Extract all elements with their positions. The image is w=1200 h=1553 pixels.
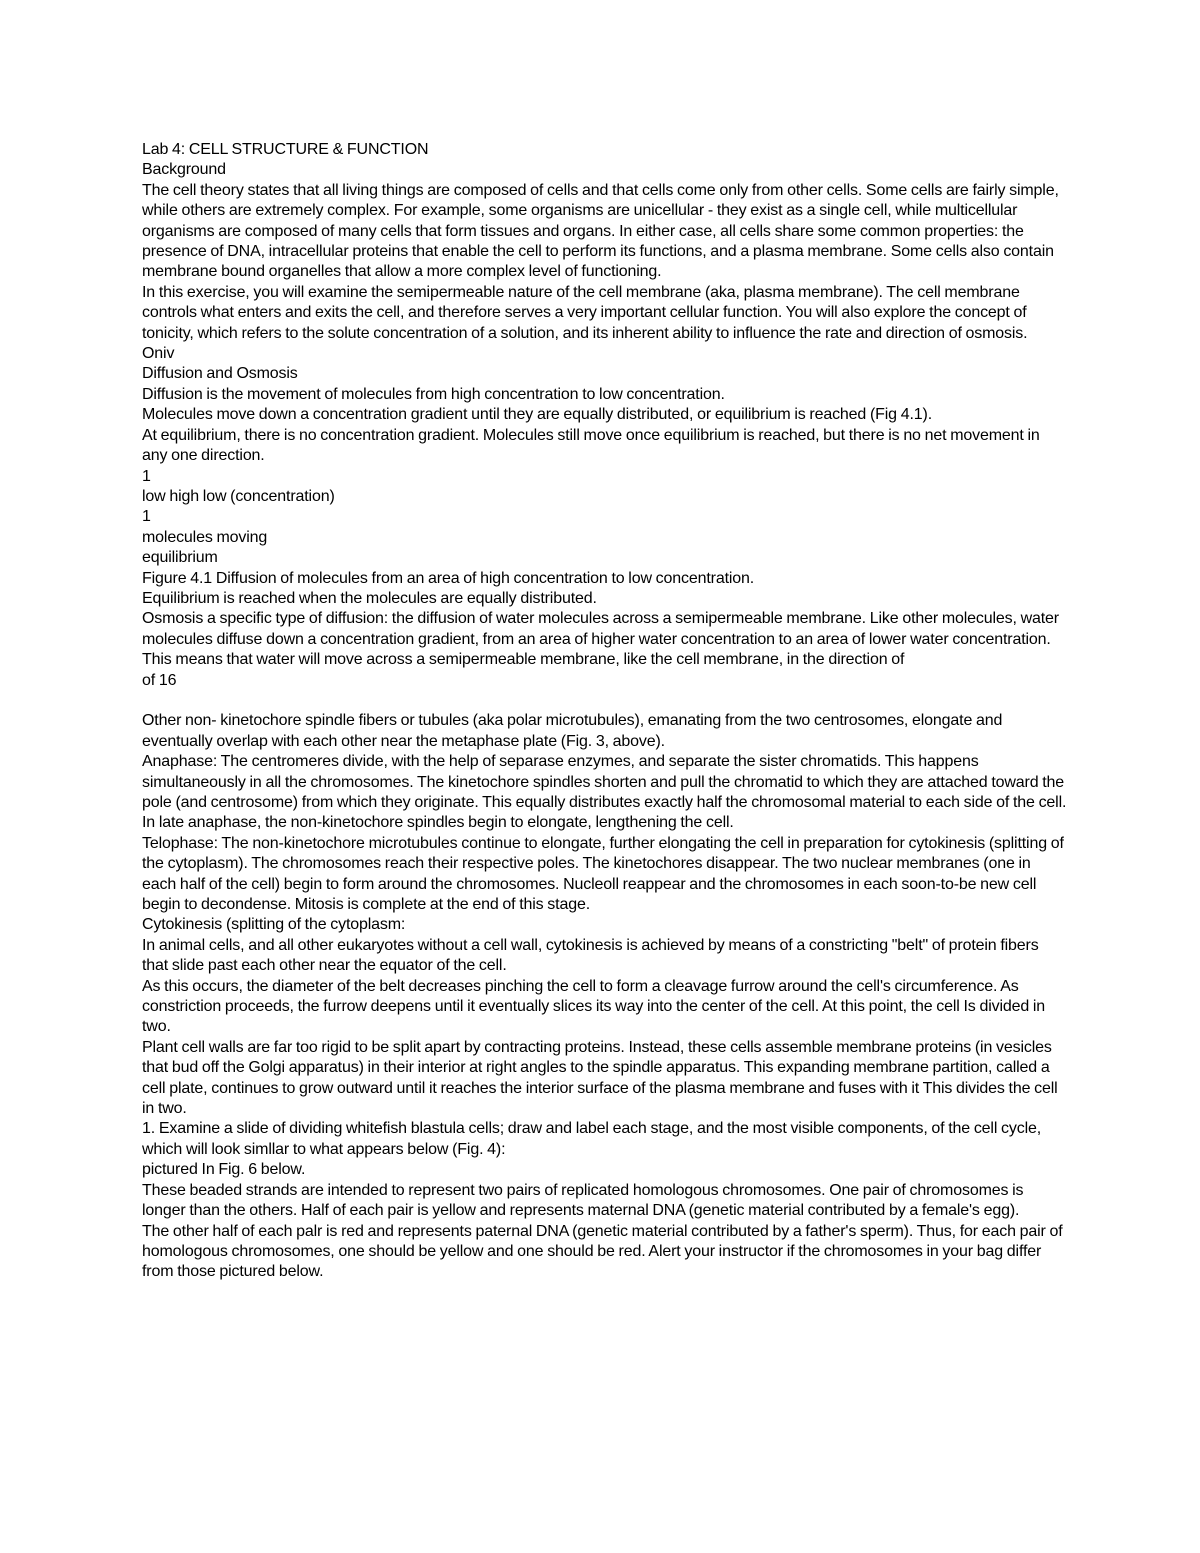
paragraph: In animal cells, and all other eukaryotes without a cell wall, cytokinesis is achieved by means of a constricting "belt" of protein fibers that slide past each other near the equator of the cell. [142, 936, 1039, 975]
paragraph: Osmosis a specific type of diffusion: the diffusion of water molecules across a semipermeable membrane. Like other molecules, water molecules diffuse down a concentration gradient, from an area of higher water concentration to an area of lower water concentration. This means that water will move across a semipermeable membrane, like the cell membrane, in the direction of [142, 610, 1059, 669]
paragraph: Plant cell walls are far too rigid to be split apart by contracting proteins. Instead, these cells assemble membrane proteins (in vesicles that bud off the Golgi apparatus) in their interior at right angles to the spindle apparatus. This expanding membrane partition, called a cell plate, continues to grow outward until it reaches the interior surface of the plasma membrane and fuses with it This divides the cell in two. [142, 1038, 1058, 1118]
document-title: Lab 4: CELL STRUCTURE & FUNCTION [142, 141, 429, 158]
figure-label: 1 [142, 467, 151, 485]
section-heading-diffusion: Diffusion and Osmosis [142, 365, 298, 383]
paragraph: The other half of each palr is red and represents paternal DNA (genetic material contributed by a father's sperm). Thus, for each pair of homologous chromosomes, one should be yellow and one should be red. Alert your instructor if the chromosomes in your bag differ from those pictured below. [142, 1222, 1063, 1281]
paragraph: Other non- kinetochore spindle fibers or tubules (aka polar microtubules), emanating from the two centrosomes, elongate and eventually overlap with each other near the metaphase plate (Fig. 3, above). [142, 712, 1003, 750]
paragraph: These beaded strands are intended to represent two pairs of replicated homologous chromosomes. One pair of chromosomes is longer than the others. Half of each pair is yellow and represents maternal DNA (genetic material contributed by a female's egg). [142, 1181, 1024, 1220]
figure-caption: Figure 4.1 Diffusion of molecules from an area of high concentration to low concentration. [142, 569, 755, 587]
document-body [142, 140, 1067, 1283]
figure-label: 1 [142, 508, 151, 526]
paragraph: The cell theory states that all living things are composed of cells and that cells come only from other cells. Some cells are fairly simple, while others are extremely complex. For example, some organisms are unicellular - they exist as a single cell, while multicellular organisms are composed of many cells that form tissues and organs. In either case, all cells share some common properties: the presence of DNA, intracellular proteins that enable the cell to perform its functions, and a plasma membrane. Some cells also contain membrane bound organelles that allow a more complex level of functioning. [142, 181, 1059, 281]
page-number: of 16 [142, 671, 177, 689]
section-heading-background: Background [142, 161, 226, 179]
figure-label: equilibrium [142, 549, 218, 567]
stray-text: Oniv [142, 345, 175, 363]
figure-label: low high low (concentration) [142, 487, 335, 505]
section-heading-cytokinesis: Cytokinesis (splitting of the cytoplasm: [142, 916, 406, 934]
paragraph: pictured In Fig. 6 below. [142, 1161, 306, 1179]
paragraph: At equilibrium, there is no concentration gradient. Molecules still move once equilibrium is reached, but there is no net movement in any one direction. [142, 426, 1040, 465]
paragraph-anaphase: Anaphase: The centromeres divide, with the help of separase enzymes, and separate the sister chromatids. This happens simultaneously in all the chromosomes. The kinetochore spindles shorten and pull the chromatid to which they are attached toward the pole (and centrosome) from which they originate. This equally distributes exactly half the chromosomal material to each side of the cell. In late anaphase, the non-kinetochore spindles begin to elongate, lengthening the cell. [142, 753, 1067, 832]
paragraph-telophase: Telophase: The non-kinetochore microtubules continue to elongate, further elongating the cell in preparation for cytokinesis (splitting of the cytoplasm). The chromosomes reach their respective poles. The kinetochores disappear. The two nuclear membranes (one in each half of the cell) begin to form around the chromosomes. Nucleoll reappear and the chromosomes in each soon-to-be new cell begin to decondense. Mitosis is complete at the end of this stage. [142, 834, 1064, 914]
paragraph: Diffusion is the movement of molecules from high concentration to low concentration. [142, 385, 725, 403]
instruction-item: 1. Examine a slide of dividing whitefish blastula cells; draw and label each stage, and the most visible components, of the cell cycle, which will look simllar to what appears below (Fig. 4): [142, 1120, 1042, 1158]
paragraph: In this exercise, you will examine the semipermeable nature of the cell membrane (aka, plasma membrane). The cell membrane controls what enters and exits the cell, and therefore serves a very important cellular function. You will also explore the concept of tonicity, which refers to the solute concentration of a solution, and its inherent ability to influence the rate and direction of osmosis. [142, 283, 1028, 342]
figure-label: molecules moving [142, 528, 268, 546]
paragraph: Molecules move down a concentration gradient until they are equally distributed, or equilibrium is reached (Fig 4.1). [142, 406, 932, 424]
paragraph: Equilibrium is reached when the molecules are equally distributed. [142, 589, 597, 607]
paragraph: As this occurs, the diameter of the belt decreases pinching the cell to form a cleavage furrow around the cell's circumference. As constriction proceeds, the furrow deepens until it eventually slices its way into the center of the cell. At this point, the cell Is divided in two. [142, 977, 1046, 1036]
page-break [142, 691, 1067, 711]
